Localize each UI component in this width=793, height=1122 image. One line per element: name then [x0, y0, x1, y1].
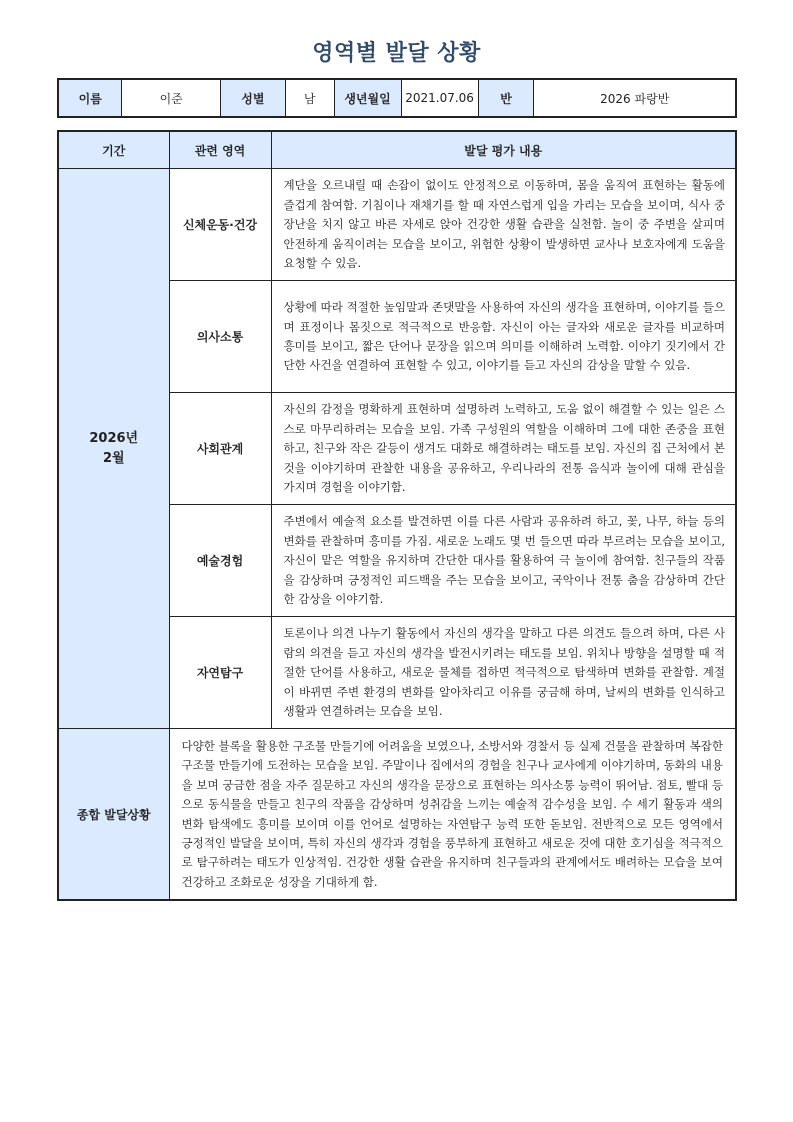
table-row [58, 169, 736, 281]
birth-label: 생년월일 [334, 79, 401, 117]
gender-value: 남 [285, 79, 334, 117]
header-content: 발달 평가 내용 [271, 131, 736, 169]
period-year: 2026년 [89, 430, 139, 446]
area-cell: 자연탐구 [169, 617, 271, 729]
content-cell: 상황에 따라 적절한 높임말과 존댓말을 사용하여 자신의 생각을 표현하며, 이야기를 들으며 표정이나 몸짓으로 적극적으로 반응함. 자신이 아는 글자와 새로운 글자를 비교하며 흥미를 보이고, 짧은 단어나 문장을 읽으며 의미를 이해하려 노력함. 이야기 짓기에서 간단한 사건을 연결하여 표현할 수 있고, 이야기를 듣고 자신의 감상을 말할 수 있음. [271, 281, 736, 393]
summary-content: 다양한 블록을 활용한 구조물 만들기에 어려움을 보였으나, 소방서와 경찰서 등 실제 건물을 관찰하며 복잡한 구조물 만들기에 도전하는 모습을 보임. 주말이나 집에서의 경험을 친구나 교사에게 이야기하며, 동화의 내용을 보며 궁금한 점을 자주 질문하고 자신의 생각을 문장으로 표현하는 의사소통 능력이 뛰어남. 점토, 빨대 등으로 동식물을 만들고 친구의 작품을 감상하며 성취감을 느끼는 예술적 감수성을 보임. 수 세기 활동과 색의 변화 탐색에도 흥미를 보이며 이를 언어로 설명하는 자연탐구 능력 또한 돋보임. 전반적으로 모든 영역에서 긍정적인 발달을 보이며, 특히 자신의 생각과 경험을 풍부하게 표현하고 새로운 것에 대한 호기심을 적극적으로 탐구하려는 태도가 인상적임. 건강한 생활 습관을 유지하며 친구들과의 관계에서도 배려하는 모습을 보여 건강하고 조화로운 성장을 기대하게 함. [169, 729, 736, 901]
student-info-table [57, 78, 737, 118]
name-value: 이준 [122, 79, 220, 117]
class-value: 2026 파랑반 [534, 79, 736, 117]
development-table [57, 130, 737, 901]
content-cell: 주변에서 예술적 요소를 발견하면 이를 다른 사람과 공유하려 하고, 꽃, 나무, 하늘 등의 변화를 관찰하며 흥미를 가짐. 새로운 노래도 몇 번 들으면 따라 부르려는 모습을 보이고, 자신이 맡은 역할을 유지하며 간단한 대사를 활용하여 극 놀이에 참여함. 친구들의 작품을 감상하며 긍정적인 피드백을 주는 모습을 보이고, 국악이나 전통 춤을 감상하며 간단한 감상을 이야기함. [271, 505, 736, 617]
period-month: 2월 [102, 450, 125, 466]
area-cell: 신체운동·건강 [169, 169, 271, 281]
content-cell: 토론이나 의견 나누기 활동에서 자신의 생각을 말하고 다른 의견도 들으려 하며, 다른 사람의 의견을 듣고 자신의 생각을 발전시키려는 태도를 보임. 위치나 방향을 설명할 때 적절한 단어를 사용하고, 새로운 물체를 접하면 적극적으로 탐색하며 변화를 관찰함. 계절이 바뀌면 주변 환경의 변화를 알아차리고 이유를 궁금해 하며, 날씨의 변화를 인식하고 생활과 연결하려는 모습을 보임. [271, 617, 736, 729]
page-title: 영역별 발달 상황 [312, 41, 481, 66]
summary-row [58, 729, 736, 901]
area-cell: 사회관계 [169, 393, 271, 505]
header-area: 관련 영역 [169, 131, 271, 169]
header-period: 기간 [58, 131, 169, 169]
summary-label: 종합 발달상황 [58, 729, 169, 901]
class-label: 반 [478, 79, 534, 117]
header-row [58, 131, 736, 169]
birth-value: 2021.07.06 [401, 79, 478, 117]
area-cell: 예술경험 [169, 505, 271, 617]
period-cell [58, 169, 169, 729]
content-cell: 자신의 감정을 명확하게 표현하며 설명하려 노력하고, 도움 없이 해결할 수 있는 일은 스스로 마무리하려는 모습을 보임. 가족 구성원의 역할을 이해하며 그에 대한 존중을 표현하고, 친구와 작은 갈등이 생겨도 대화로 해결하려는 태도를 보임. 자신의 집 근처에서 본 것을 이야기하며 관찰한 내용을 공유하고, 우리나라의 전통 음식과 놀이에 대해 관심을 가지며 경험을 이야기함. [271, 393, 736, 505]
area-cell: 의사소통 [169, 281, 271, 393]
name-label: 이름 [58, 79, 122, 117]
gender-label: 성별 [220, 79, 285, 117]
content-cell: 계단을 오르내릴 때 손잡이 없이도 안정적으로 이동하며, 몸을 움직여 표현하는 활동에 즐겁게 참여함. 기침이나 재채기를 할 때 자연스럽게 입을 가리는 모습을 보이며, 식사 중 장난을 치지 않고 바른 자세로 앉아 건강한 생활 습관을 실천함. 놀이 중 주변을 살피며 안전하게 움직이려는 모습을 보이고, 위험한 상황이 발생하면 교사나 보호자에게 도움을 요청할 수 있음. [271, 169, 736, 281]
